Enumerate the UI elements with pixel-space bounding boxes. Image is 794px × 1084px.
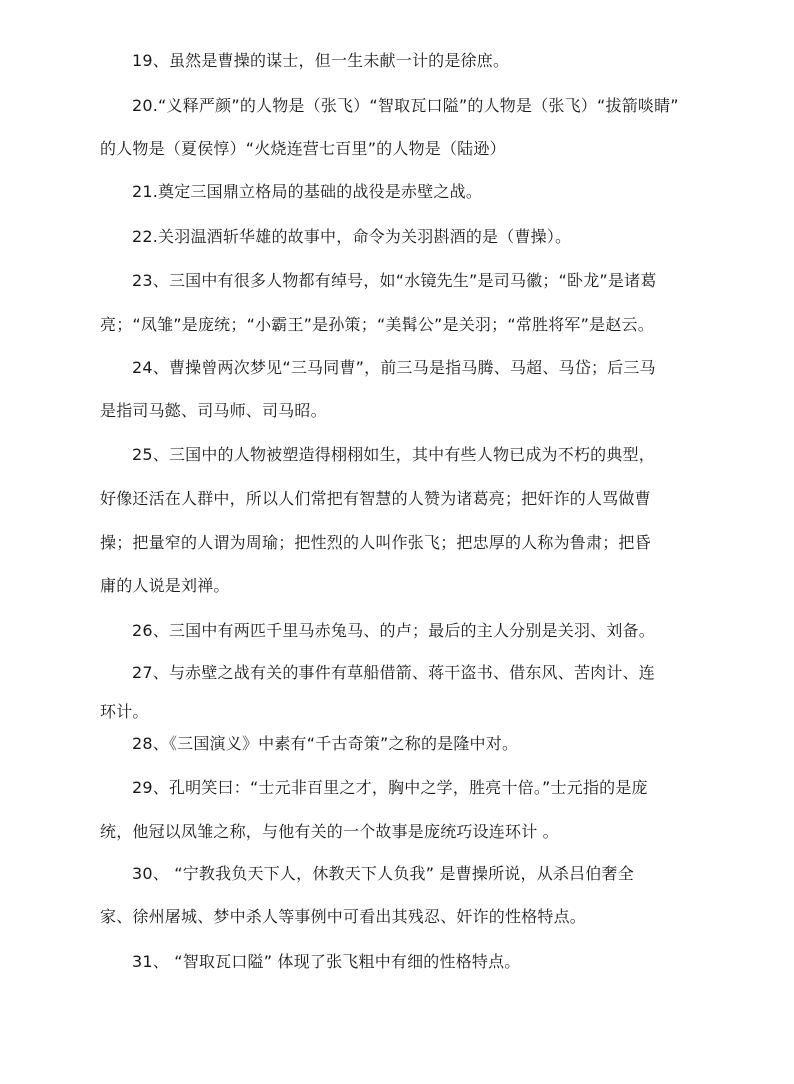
item-25-line-3: 操；把量窄的人谓为周瑜；把性烈的人叫作张飞；把忠厚的人称为鲁肃；把昏 (100, 533, 651, 552)
item-30-line-2: 家、徐州屠城、梦中杀人等事例中可看出其残忍、奸诈的性格特点。 (100, 907, 587, 926)
item-22-line-1: 22.关羽温酒斩华雄的故事中，命令为关羽斟酒的是（曹操）。 (132, 227, 572, 246)
item-28-line-1: 28、《三国演义》中素有“千古奇策”之称的是隆中对。 (132, 734, 519, 753)
item-19-line-1: 19、虽然是曹操的谋士，但一生未献一计的是徐庶。 (132, 51, 510, 70)
item-24-line-2: 是指司马懿、司马师、司马昭。 (100, 401, 327, 420)
item-23-line-1: 23、三国中有很多人物都有绰号，如“水镜先生”是司马徽；“卧龙”是诸葛 (132, 271, 657, 290)
item-25-line-1: 25、三国中的人物被塑造得栩栩如生，其中有些人物已成为不朽的典型， (132, 445, 655, 464)
item-29-line-1: 29、孔明笑曰：“士元非百里之才，胸中之学，胜亮十倍。”士元指的是庞 (132, 778, 648, 797)
item-27-line-2: 环计。 (100, 702, 149, 721)
item-30-line-1: 30、 “宁教我负天下人，休教天下人负我” 是曹操所说，从杀吕伯奢全 (132, 864, 634, 883)
item-20-line-2: 的人物是（夏侯惇）“火烧连营七百里”的人物是（陆逊） (100, 139, 506, 158)
item-21-line-1: 21.奠定三国鼎立格局的基础的战役是赤壁之战。 (132, 182, 483, 201)
item-27-line-1: 27、与赤壁之战有关的事件有草船借箭、蒋干盗书、借东风、苦肉计、连 (132, 663, 655, 682)
item-29-line-2: 统，他冠以凤雏之称，与他有关的一个故事是庞统巧设连环计 。 (100, 822, 559, 841)
item-25-line-2: 好像还活在人群中，所以人们常把有智慧的人赞为诸葛亮；把奸诈的人骂做曹 (100, 489, 651, 508)
item-25-line-4: 庸的人说是刘禅。 (100, 576, 230, 595)
item-20-line-1: 20.“义释严颜”的人物是（张飞）“智取瓦口隘”的人物是（张飞）“拔箭啖睛” (132, 96, 679, 115)
item-26-line-1: 26、三国中有两匹千里马赤兔马、的卢；最后的主人分别是关羽、刘备。 (132, 621, 655, 640)
item-23-line-2: 亮；“凤雏”是庞统；“小霸王”是孙策；“美髯公”是关羽；“常胜将军”是赵云。 (100, 315, 654, 334)
item-31-line-1: 31、 “智取瓦口隘” 体现了张飞粗中有细的性格特点。 (132, 952, 521, 971)
item-24-line-1: 24、曹操曾两次梦见“三马同曹”，前三马是指马腾、马超、马岱；后三马 (132, 358, 656, 377)
